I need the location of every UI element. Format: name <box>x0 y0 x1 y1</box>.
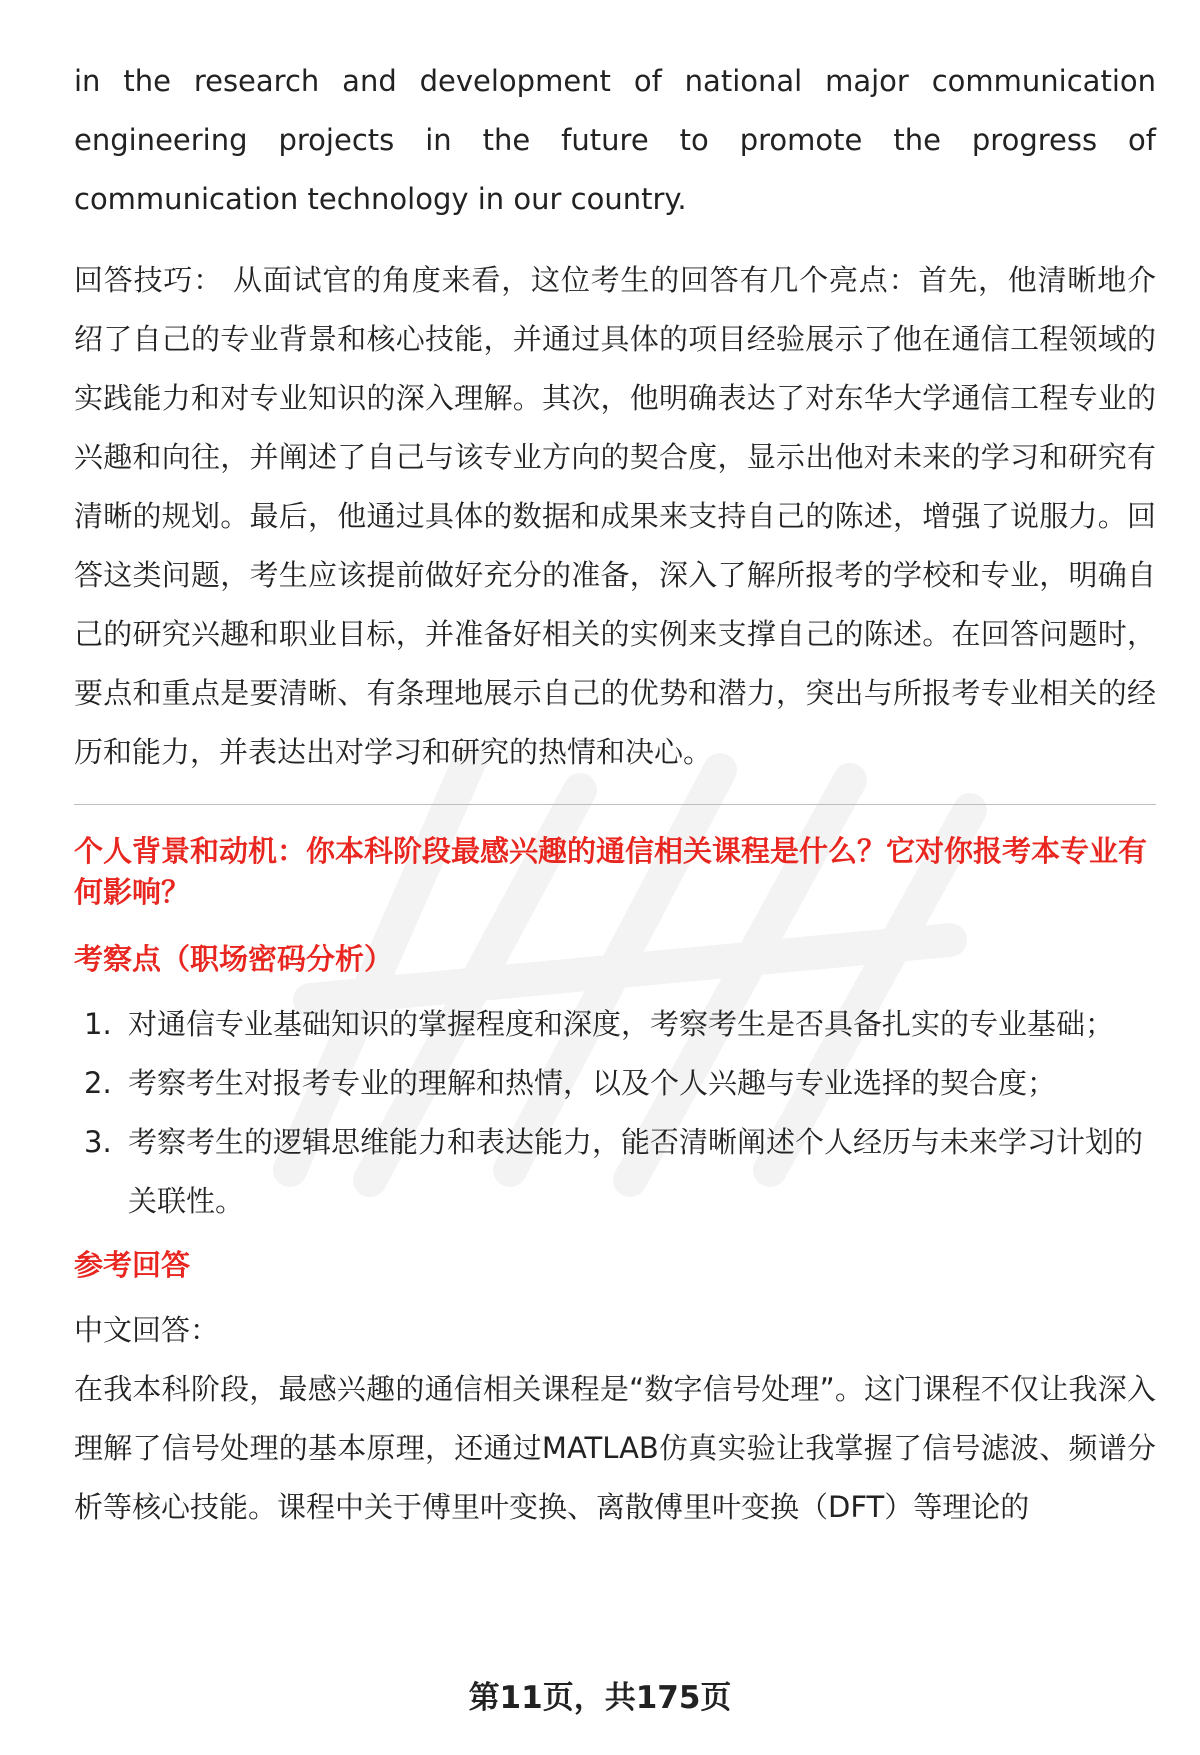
list-item-text: 考察考生的逻辑思维能力和表达能力，能否清晰阐述个人经历与未来学习计划的关联性。 <box>128 1125 1144 1218</box>
intro-paragraph: in the research and development of national major communication engineering projects in the future to promote the progress of communication technology in our country. <box>74 64 1156 216</box>
list-item <box>74 1054 1156 1113</box>
list-item-number: 1. <box>84 1007 112 1041</box>
list-item-text: 对通信专业基础知识的掌握程度和深度，考察考生是否具备扎实的专业基础； <box>128 1007 1115 1041</box>
list-item-text: 考察考生对报考专业的理解和热情，以及个人兴趣与专业选择的契合度； <box>128 1066 1057 1100</box>
tip-text: 从面试官的角度来看，这位考生的回答有几个亮点：首先，他清晰地介绍了自己的专业背景和核心技能，并通过具体的项目经验展示了他在通信工程领域的实践能力和对专业知识的深入理解。其次，他明确表达了对东华大学通信工程专业的兴趣和向往，并阐述了自己与该专业方向的契合度，显示出他对未来的学习和研究有清晰的规划。最后，他通过具体的数据和成果来支持自己的陈述，增强了说服力。回答这类问题，考生应该提前做好充分的准备，深入了解所报考的学校和专业，明确自己的研究兴趣和职业目标，并准备好相关的实例来支撑自己的陈述。在回答问题时，要点和重点是要清晰、有条理地展示自己的优势和潜力，突出与所报考专业相关的经历和能力，并表达出对学习和研究的热情和决心。 <box>74 263 1156 769</box>
tip-paragraph <box>74 251 1156 782</box>
page-footer: 第11页，共175页 <box>468 1680 732 1716</box>
answer-label: 中文回答： <box>74 1313 220 1347</box>
section-divider <box>74 804 1156 805</box>
answer-heading: 参考回答 <box>74 1248 191 1282</box>
tip-label: 回答技巧： <box>74 263 223 297</box>
list-item <box>74 995 1156 1054</box>
list-item-number: 3. <box>84 1125 112 1159</box>
list-item <box>74 1113 1156 1231</box>
points-heading: 考察点（职场密码分析） <box>74 942 394 976</box>
points-list <box>74 995 1156 1231</box>
question-title: 个人背景和动机：你本科阶段最感兴趣的通信相关课程是什么？它对你报考本专业有何影响？ <box>74 834 1148 909</box>
list-item-number: 2. <box>84 1066 112 1100</box>
answer-paragraph: 在我本科阶段，最感兴趣的通信相关课程是“数字信号处理”。这门课程不仅让我深入理解了信号处理的基本原理，还通过MATLAB仿真实验让我掌握了信号滤波、频谱分析等核心技能。课程中关于傅里叶变换、离散傅里叶变换（DFT）等理论的 <box>74 1372 1156 1524</box>
document-page <box>74 52 1156 1537</box>
